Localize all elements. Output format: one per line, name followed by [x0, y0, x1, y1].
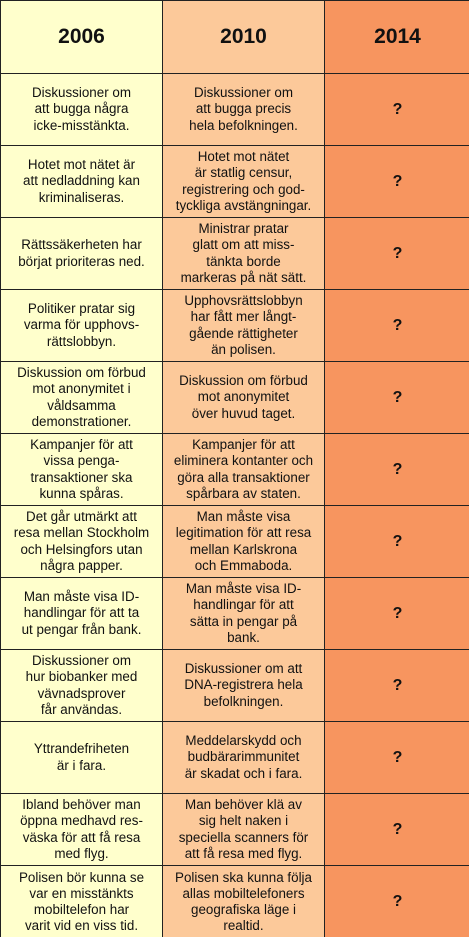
cell-2010: Kampanjer för att eliminera kontanter och göra alla transaktioner spårbara av staten.: [163, 434, 325, 506]
cell-2010: Meddelarskydd och budbärarimmunitet är skadat och i fara.: [163, 722, 325, 794]
cell-2006: Man måste visa ID- handlingar för att ta ut pengar från bank.: [1, 578, 163, 650]
cell-2014-question: ?: [325, 794, 469, 866]
cell-2006: Yttrandefriheten är i fara.: [1, 722, 163, 794]
header-2006: 2006: [1, 1, 163, 74]
cell-2014-question: ?: [325, 722, 469, 794]
cell-2010: Man måste visa legitimation för att resa mellan Karlskrona och Emmaboda.: [163, 506, 325, 578]
cell-2010: Man måste visa ID- handlingar för att sätta in pengar på bank.: [163, 578, 325, 650]
cell-2014-question: ?: [325, 146, 469, 218]
header-2014: 2014: [325, 1, 469, 74]
cell-2014-question: ?: [325, 434, 469, 506]
cell-2014-question: ?: [325, 362, 469, 434]
cell-2006: Diskussioner om hur biobanker med vävnadsprover får användas.: [1, 650, 163, 722]
cell-2014-question: ?: [325, 578, 469, 650]
cell-2014-question: ?: [325, 74, 469, 146]
cell-2010: Upphovsrättslobbyn har fått mer långt- gående rättigheter än polisen.: [163, 290, 325, 362]
header-2010: 2010: [163, 1, 325, 74]
cell-2010: Diskussioner om att DNA-registrera hela befolkningen.: [163, 650, 325, 722]
cell-2006: Kampanjer för att vissa penga- transaktioner ska kunna spåras.: [1, 434, 163, 506]
cell-2006: Det går utmärkt att resa mellan Stockholm och Helsingfors utan några papper.: [1, 506, 163, 578]
cell-2006: Politiker pratar sig varma för upphovs- rättslobbyn.: [1, 290, 163, 362]
cell-2014-question: ?: [325, 506, 469, 578]
cell-2010: Ministrar pratar glatt om att miss- tänkta borde markeras på nät sätt.: [163, 218, 325, 290]
cell-2010: Hotet mot nätet är statlig censur, registrering och god- tyckliga avstängningar.: [163, 146, 325, 218]
cell-2010: Man behöver klä av sig helt naken i speciella scanners för att få resa med flyg.: [163, 794, 325, 866]
cell-2014-question: ?: [325, 866, 469, 937]
cell-2014-question: ?: [325, 218, 469, 290]
cell-2006: Diskussioner om att bugga några icke-misstänkta.: [1, 74, 163, 146]
cell-2014-question: ?: [325, 650, 469, 722]
cell-2006: Diskussion om förbud mot anonymitet i våldsamma demonstrationer.: [1, 362, 163, 434]
cell-2006: Ibland behöver man öppna medhavd res- väska för att få resa med flyg.: [1, 794, 163, 866]
cell-2006: Polisen bör kunna se var en misstänkts mobiltelefon har varit vid en viss tid.: [1, 866, 163, 937]
cell-2010: Diskussion om förbud mot anonymitet över huvud taget.: [163, 362, 325, 434]
cell-2010: Polisen ska kunna följa allas mobiltelefoners geografiska läge i realtid.: [163, 866, 325, 937]
cell-2014-question: ?: [325, 290, 469, 362]
cell-2010: Diskussioner om att bugga precis hela befolkningen.: [163, 74, 325, 146]
cell-2006: Rättssäkerheten har börjat prioriteras ned.: [1, 218, 163, 290]
cell-2006: Hotet mot nätet är att nedladdning kan kriminaliseras.: [1, 146, 163, 218]
